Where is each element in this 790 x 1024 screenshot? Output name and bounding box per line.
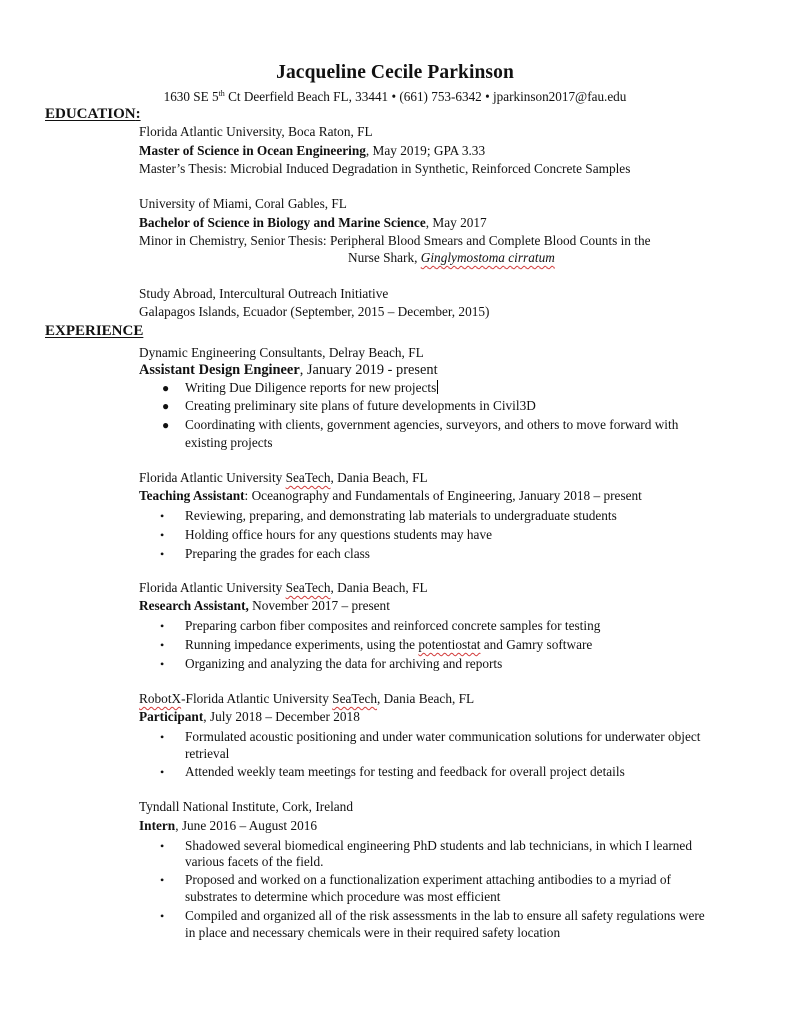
separator-dot: • (485, 89, 490, 104)
bullet-dot: • (160, 657, 165, 671)
job-title-line (139, 362, 438, 378)
separator-dot: • (391, 89, 397, 104)
job-org (139, 580, 428, 596)
bullet-dot: • (160, 528, 165, 542)
abroad-program: Study Abroad, Intercultural Outreach Initiative (139, 286, 389, 301)
job-org-misspelled: SeaTech (285, 580, 331, 595)
job-title: Intern (139, 818, 176, 833)
abroad-location: Galapagos Islands, Ecuador (September, 2015 – December, 2015) (139, 304, 490, 319)
fau-degree-line (139, 143, 485, 159)
education-heading (45, 106, 141, 123)
education-heading-colon: : (135, 106, 141, 122)
job-title-line (139, 818, 317, 834)
bullet-text: Proposed and worked on a functionalization experiment attaching antibodies to a myriad of (185, 872, 671, 887)
fau-degree-details: , May 2019; GPA 3.33 (365, 143, 486, 158)
education-heading-text: EDUCATION (45, 106, 136, 122)
job-dates: November 2017 – present (248, 598, 390, 613)
job-org (139, 691, 474, 707)
address-prefix: 1630 SE 5 (163, 89, 219, 104)
job-title: Participant (139, 709, 204, 724)
job-title-line (139, 709, 360, 725)
job-dates: , June 2016 – August 2016 (175, 818, 318, 833)
bullet-dot: ● (162, 399, 170, 413)
text-cursor (437, 380, 438, 394)
contact-line (0, 89, 790, 105)
bullet-dot: • (160, 730, 165, 744)
job-org-location: , Dania Beach, FL (330, 470, 428, 485)
bullet-text: Creating preliminary site plans of future developments in Civil3D (185, 398, 536, 413)
bullet-text: Holding office hours for any questions students may have (185, 527, 493, 542)
job-title: Teaching Assistant (139, 488, 245, 503)
experience-heading: EXPERIENCE (45, 323, 144, 339)
job-org: Dynamic Engineering Consultants, Delray Beach, FL (139, 345, 424, 360)
job-org-misspelled: SeaTech (332, 691, 378, 706)
fau-school: Florida Atlantic University, Boca Raton, FL (139, 124, 373, 139)
bullet-text-continued: retrieval (185, 746, 230, 761)
bullet-text: Preparing the grades for each class (185, 546, 370, 561)
job-org-misspelled: RobotX (139, 691, 182, 706)
um-minor: Minor in Chemistry, Senior Thesis: Peripheral Blood Smears and Complete Blood Counts in the (139, 233, 651, 248)
bullet-dot: • (160, 873, 165, 887)
bullet-text-continued: substrates to determine which procedure was most efficient (185, 889, 501, 904)
bullet-text-content: and Gamry software (480, 637, 593, 652)
bullet-text-continued: various facets of the field. (185, 854, 324, 869)
um-minor-prefix: Nurse Shark, (348, 250, 421, 265)
job-org-text: -Florida Atlantic University (181, 691, 333, 706)
bullet-dot: • (160, 638, 165, 652)
bullet-text-content: Running impedance experiments, using the (185, 637, 419, 652)
bullet-text-content: Writing Due Diligence reports for new projects (185, 380, 437, 395)
bullet-text: Preparing carbon fiber composites and reinforced concrete samples for testing (185, 618, 601, 633)
address-superscript: th (218, 89, 225, 98)
bullet-text: Formulated acoustic positioning and under water communication solutions for underwater object (185, 729, 701, 744)
um-degree: Bachelor of Science in Biology and Marine Science (139, 215, 426, 230)
bullet-text: Shadowed several biomedical engineering PhD students and lab technicians, in which I learned (185, 838, 692, 853)
bullet-dot: • (160, 765, 165, 779)
job-org-location: , Dania Beach, FL (377, 691, 475, 706)
job-org (139, 470, 428, 486)
bullet-text: Organizing and analyzing the data for archiving and reports (185, 656, 503, 671)
email-address: jparkinson2017@fau.edu (493, 89, 627, 104)
um-degree-details: , May 2017 (425, 215, 487, 230)
bullet-dot: ● (162, 418, 170, 432)
bullet-dot: • (160, 619, 165, 633)
job-dates: , January 2019 - present (299, 362, 438, 378)
bullet-text (185, 636, 760, 654)
um-minor-continued (348, 250, 555, 266)
job-title-line (139, 488, 642, 504)
fau-thesis: Master’s Thesis: Microbial Induced Degradation in Synthetic, Reinforced Concrete Samples (139, 161, 631, 176)
misspelled-word: potentiostat (418, 637, 481, 652)
job-org-text: Florida Atlantic University (139, 470, 286, 485)
job-org-text: Florida Atlantic University (139, 580, 286, 595)
bullet-dot: • (160, 839, 165, 853)
bullet-text (185, 379, 760, 397)
bullet-dot: ● (162, 381, 170, 395)
bullet-text: Reviewing, preparing, and demonstrating lab materials to undergraduate students (185, 508, 617, 523)
job-dates: : Oceanography and Fundamentals of Engineering, January 2018 – present (244, 488, 642, 503)
bullet-dot: • (160, 909, 165, 923)
bullet-text: Compiled and organized all of the risk assessments in the lab to ensure all safety regulations were (185, 908, 705, 923)
job-org: Tyndall National Institute, Cork, Ireland (139, 799, 353, 814)
bullet-text: Coordinating with clients, government agencies, surveyors, and others to move forward with (185, 417, 679, 432)
bullet-text: Attended weekly team meetings for testing and feedback for overall project details (185, 764, 625, 779)
phone-number: (661) 753-6342 (399, 89, 482, 104)
job-title-line (139, 598, 390, 614)
job-org-misspelled: SeaTech (285, 470, 331, 485)
bullet-text-continued: existing projects (185, 435, 273, 450)
um-degree-line (139, 215, 487, 231)
species-name: Ginglymostoma cirratum (420, 250, 555, 265)
bullet-text-continued: in place and necessary chemicals were in their required safety location (185, 925, 561, 940)
resume-name: Jacqueline Cecile Parkinson (276, 62, 514, 83)
bullet-dot: • (160, 547, 165, 561)
bullet-dot: • (160, 509, 165, 523)
job-dates: , July 2018 – December 2018 (203, 709, 360, 724)
fau-degree: Master of Science in Ocean Engineering (139, 143, 366, 158)
job-org-location: , Dania Beach, FL (330, 580, 428, 595)
address-suffix: Ct Deerfield Beach FL, 33441 (224, 89, 389, 104)
um-school: University of Miami, Coral Gables, FL (139, 196, 347, 211)
job-title: Research Assistant, (139, 598, 249, 613)
job-title: Assistant Design Engineer (139, 362, 300, 378)
